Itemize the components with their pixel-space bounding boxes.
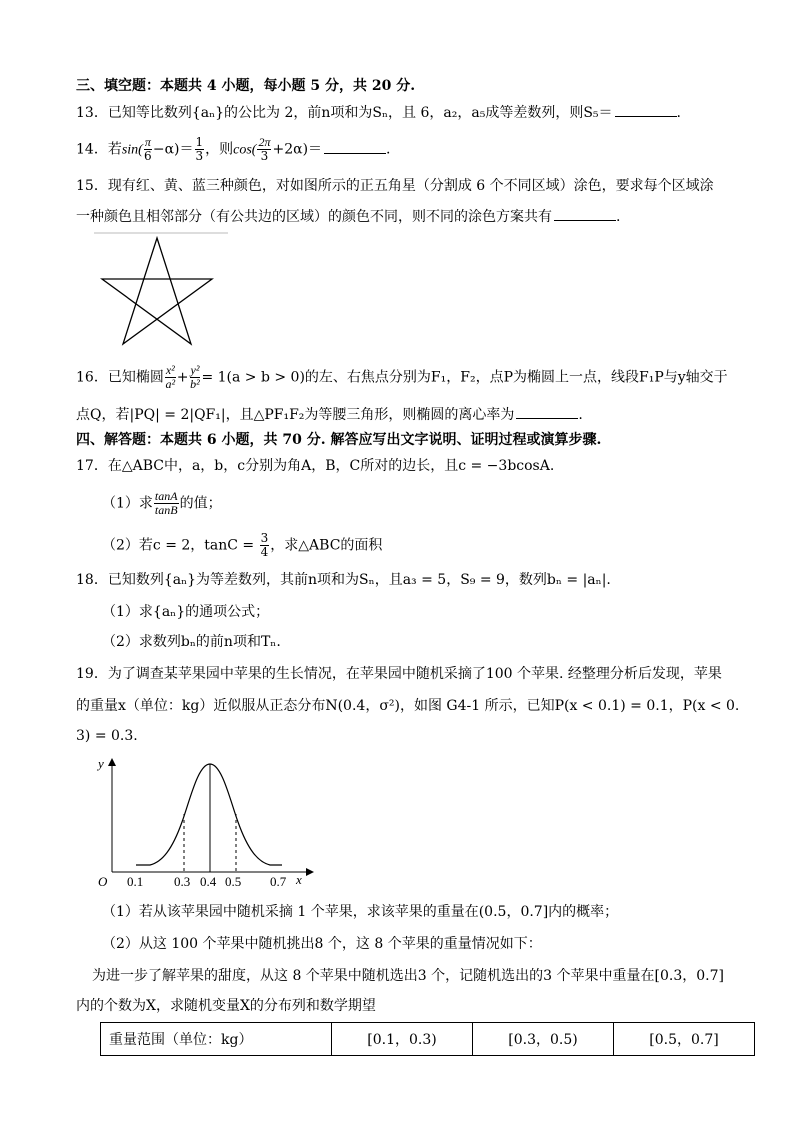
q16-frac-y-den: b² bbox=[190, 377, 200, 391]
question-17-part-1 bbox=[102, 490, 222, 517]
question-19-part-3-line-2: 内的个数为X，求随机变量X的分布列和数学期望 bbox=[76, 998, 376, 1014]
question-13-text: 13．已知等比数列{aₙ}的公比为 2，前n项和为Sₙ，且 6，a₂，a₅成等差数列，则S₅＝ bbox=[76, 105, 613, 121]
table-header-range-2: [0.3，0.5) bbox=[473, 1023, 614, 1056]
pentagram-star bbox=[102, 238, 212, 344]
table-header-weight: 重量范围（单位：kg） bbox=[101, 1023, 332, 1056]
q14-sin: sin( bbox=[121, 142, 143, 158]
q16-frac-y bbox=[190, 364, 201, 391]
q17-p1-fraction bbox=[154, 490, 179, 517]
normal-distribution-figure bbox=[90, 756, 320, 892]
question-17-stem: 17．在△ABC中，a，b，c分别为角A，B，C所对的边长，且c = −3bcosA. bbox=[76, 458, 555, 474]
q16-plus: + bbox=[176, 369, 189, 386]
q14-frac-den: 6 bbox=[144, 149, 152, 163]
tick-0-4: 0.4 bbox=[200, 874, 217, 889]
question-19-part-1: （1）若从该苹果园中随机采摘 1 个苹果，求该苹果的重量在(0.5，0.7]内的概率； bbox=[102, 904, 619, 920]
normal-curve bbox=[136, 764, 282, 865]
q16-line-2-text: 点Q，若|PQ| = 2|QF₁|，且△PF₁F₂为等腰三角形，则椭圆的离心率为 bbox=[76, 407, 515, 423]
question-16-line-1 bbox=[76, 364, 728, 391]
q17-p2-prefix: （2）若c = 2，tanC = bbox=[102, 537, 259, 554]
question-19-line-1: 19．为了调查某苹果园中苹果的生长情况，在苹果园中随机采摘了100 个苹果. 经整理分析后发现，苹果 bbox=[76, 666, 722, 682]
question-15-line-1: 15．现有红、黄、蓝三种颜色，对如图所示的正五角星（分割成 6 个不同区域）涂色，要求每个区域涂 bbox=[76, 178, 714, 194]
pentagram-figure bbox=[94, 232, 228, 350]
question-15-line-2: 一种颜色且相邻部分（有公共边的区域）的颜色不同，则不同的涂色方案共有 . bbox=[76, 206, 620, 227]
q17-p2-den: 4 bbox=[260, 545, 269, 559]
q14-frac-pi-6 bbox=[144, 136, 152, 163]
q17-p1-suffix: 的值； bbox=[179, 495, 222, 512]
question-19-line-2: 的重量x（单位：kg）近似服从正态分布N(0.4，σ²)，如图 G4-1 所示，已知P(x < 0.1) = 0.1，P(x < 0. bbox=[76, 698, 740, 714]
x-axis-label: x bbox=[296, 872, 302, 887]
q17-p1-prefix: （1）求 bbox=[102, 495, 153, 512]
answer-blank-14[interactable] bbox=[324, 139, 386, 154]
q16-frac-x-num: x² bbox=[165, 363, 175, 377]
question-17-part-2 bbox=[102, 532, 382, 559]
q14-frac2-den: 3 bbox=[195, 149, 204, 163]
tick-0-3: 0.3 bbox=[174, 874, 191, 889]
q16-frac-y-num: y² bbox=[190, 363, 200, 377]
question-18-part-2: （2）求数列bₙ的前n项和Tₙ. bbox=[102, 634, 281, 650]
answer-blank-13[interactable] bbox=[615, 102, 677, 117]
weight-range-table bbox=[100, 1022, 755, 1056]
q17-p1-den: tanB bbox=[154, 503, 178, 517]
q16-condition: = 1(a > b > 0)的左、右焦点分别为F₁，F₂，点P为椭圆上一点，线段F₁P与y轴交于 bbox=[201, 369, 728, 386]
question-18-stem: 18．已知数列{aₙ}为等差数列，其前n项和为Sₙ，且a₃ = 5，S₉ = 9，数列bₙ = |aₙ|. bbox=[76, 572, 611, 588]
q17-p1-num: tanA bbox=[154, 489, 178, 503]
question-18-part-1: （1）求{aₙ}的通项公式； bbox=[102, 604, 270, 620]
y-axis-label: y bbox=[98, 756, 104, 771]
question-16-line-2: 点Q，若|PQ| = 2|QF₁|，且△PF₁F₂为等腰三角形，则椭圆的离心率为 . bbox=[76, 404, 583, 425]
question-19-part-2: （2）从这 100 个苹果中随机挑出8 个，这 8 个苹果的重量情况如下： bbox=[102, 936, 542, 952]
tick-0-7: 0.7 bbox=[270, 874, 287, 889]
q14-plus-alpha: +2α)＝ bbox=[272, 141, 323, 158]
origin-label: O bbox=[98, 874, 108, 889]
section-3-heading: 三、填空题：本题共 4 小题，每小题 5 分，共 20 分. bbox=[76, 78, 416, 94]
q14-minus-alpha: −α)＝ bbox=[152, 141, 194, 158]
q16-frac-x-den: a² bbox=[165, 377, 176, 391]
question-19-part-3-line-1: 为进一步了解苹果的甜度，从这 8 个苹果中随机选出3 个，记随机选出的3 个苹果中重量在[0.3，0.7] bbox=[92, 968, 724, 984]
q14-mid: ，则 bbox=[205, 141, 234, 158]
question-19-line-3: 3) = 0.3. bbox=[76, 728, 138, 744]
x-axis-arrow bbox=[306, 868, 314, 876]
question-15-line-2-text: 一种颜色且相邻部分（有公共边的区域）的颜色不同，则不同的涂色方案共有 bbox=[76, 209, 552, 225]
question-14: 14．若sin( $\frac{\pi}{6}$ −α)＝ $\frac{1}{3}$ ，则cos( $\frac{2\pi}{3}$ +2α)＝ . bbox=[76, 135, 391, 163]
q17-p2-fraction bbox=[260, 532, 270, 559]
q14-frac3-num: 2π bbox=[258, 135, 271, 149]
y-axis-arrow bbox=[108, 758, 116, 766]
q14-frac-1-3 bbox=[195, 136, 205, 163]
tick-0-1: 0.1 bbox=[127, 874, 144, 889]
table-row bbox=[101, 1023, 755, 1056]
answer-blank-16[interactable] bbox=[516, 404, 578, 419]
answer-blank-15[interactable] bbox=[554, 206, 616, 221]
table-header-range-3: [0.5，0.7] bbox=[614, 1023, 755, 1056]
q14-frac-2pi-3 bbox=[257, 136, 271, 163]
q16-frac-x bbox=[165, 364, 176, 391]
tick-0-5: 0.5 bbox=[225, 874, 242, 889]
q14-prefix: 14．若 bbox=[76, 141, 122, 158]
q14-frac-num: π bbox=[144, 135, 151, 149]
q14-frac3-den: 3 bbox=[260, 149, 269, 163]
q14-cos: cos( bbox=[233, 142, 257, 158]
q14-frac2-num: 1 bbox=[195, 135, 204, 149]
q17-p2-suffix: ，求△ABC的面积 bbox=[270, 537, 383, 554]
question-13: 13．已知等比数列{aₙ}的公比为 2，前n项和为Sₙ，且 6，a₂，a₅成等差数列，则S₅＝ . bbox=[76, 102, 681, 123]
q17-p2-num: 3 bbox=[260, 531, 269, 545]
q16-prefix: 16．已知椭圆 bbox=[76, 369, 164, 386]
section-4-heading: 四、解答题：本题共 6 小题，共 70 分. 解答应写出文字说明、证明过程或演算步骤. bbox=[76, 432, 602, 448]
table-header-range-1: [0.1，0.3) bbox=[332, 1023, 473, 1056]
